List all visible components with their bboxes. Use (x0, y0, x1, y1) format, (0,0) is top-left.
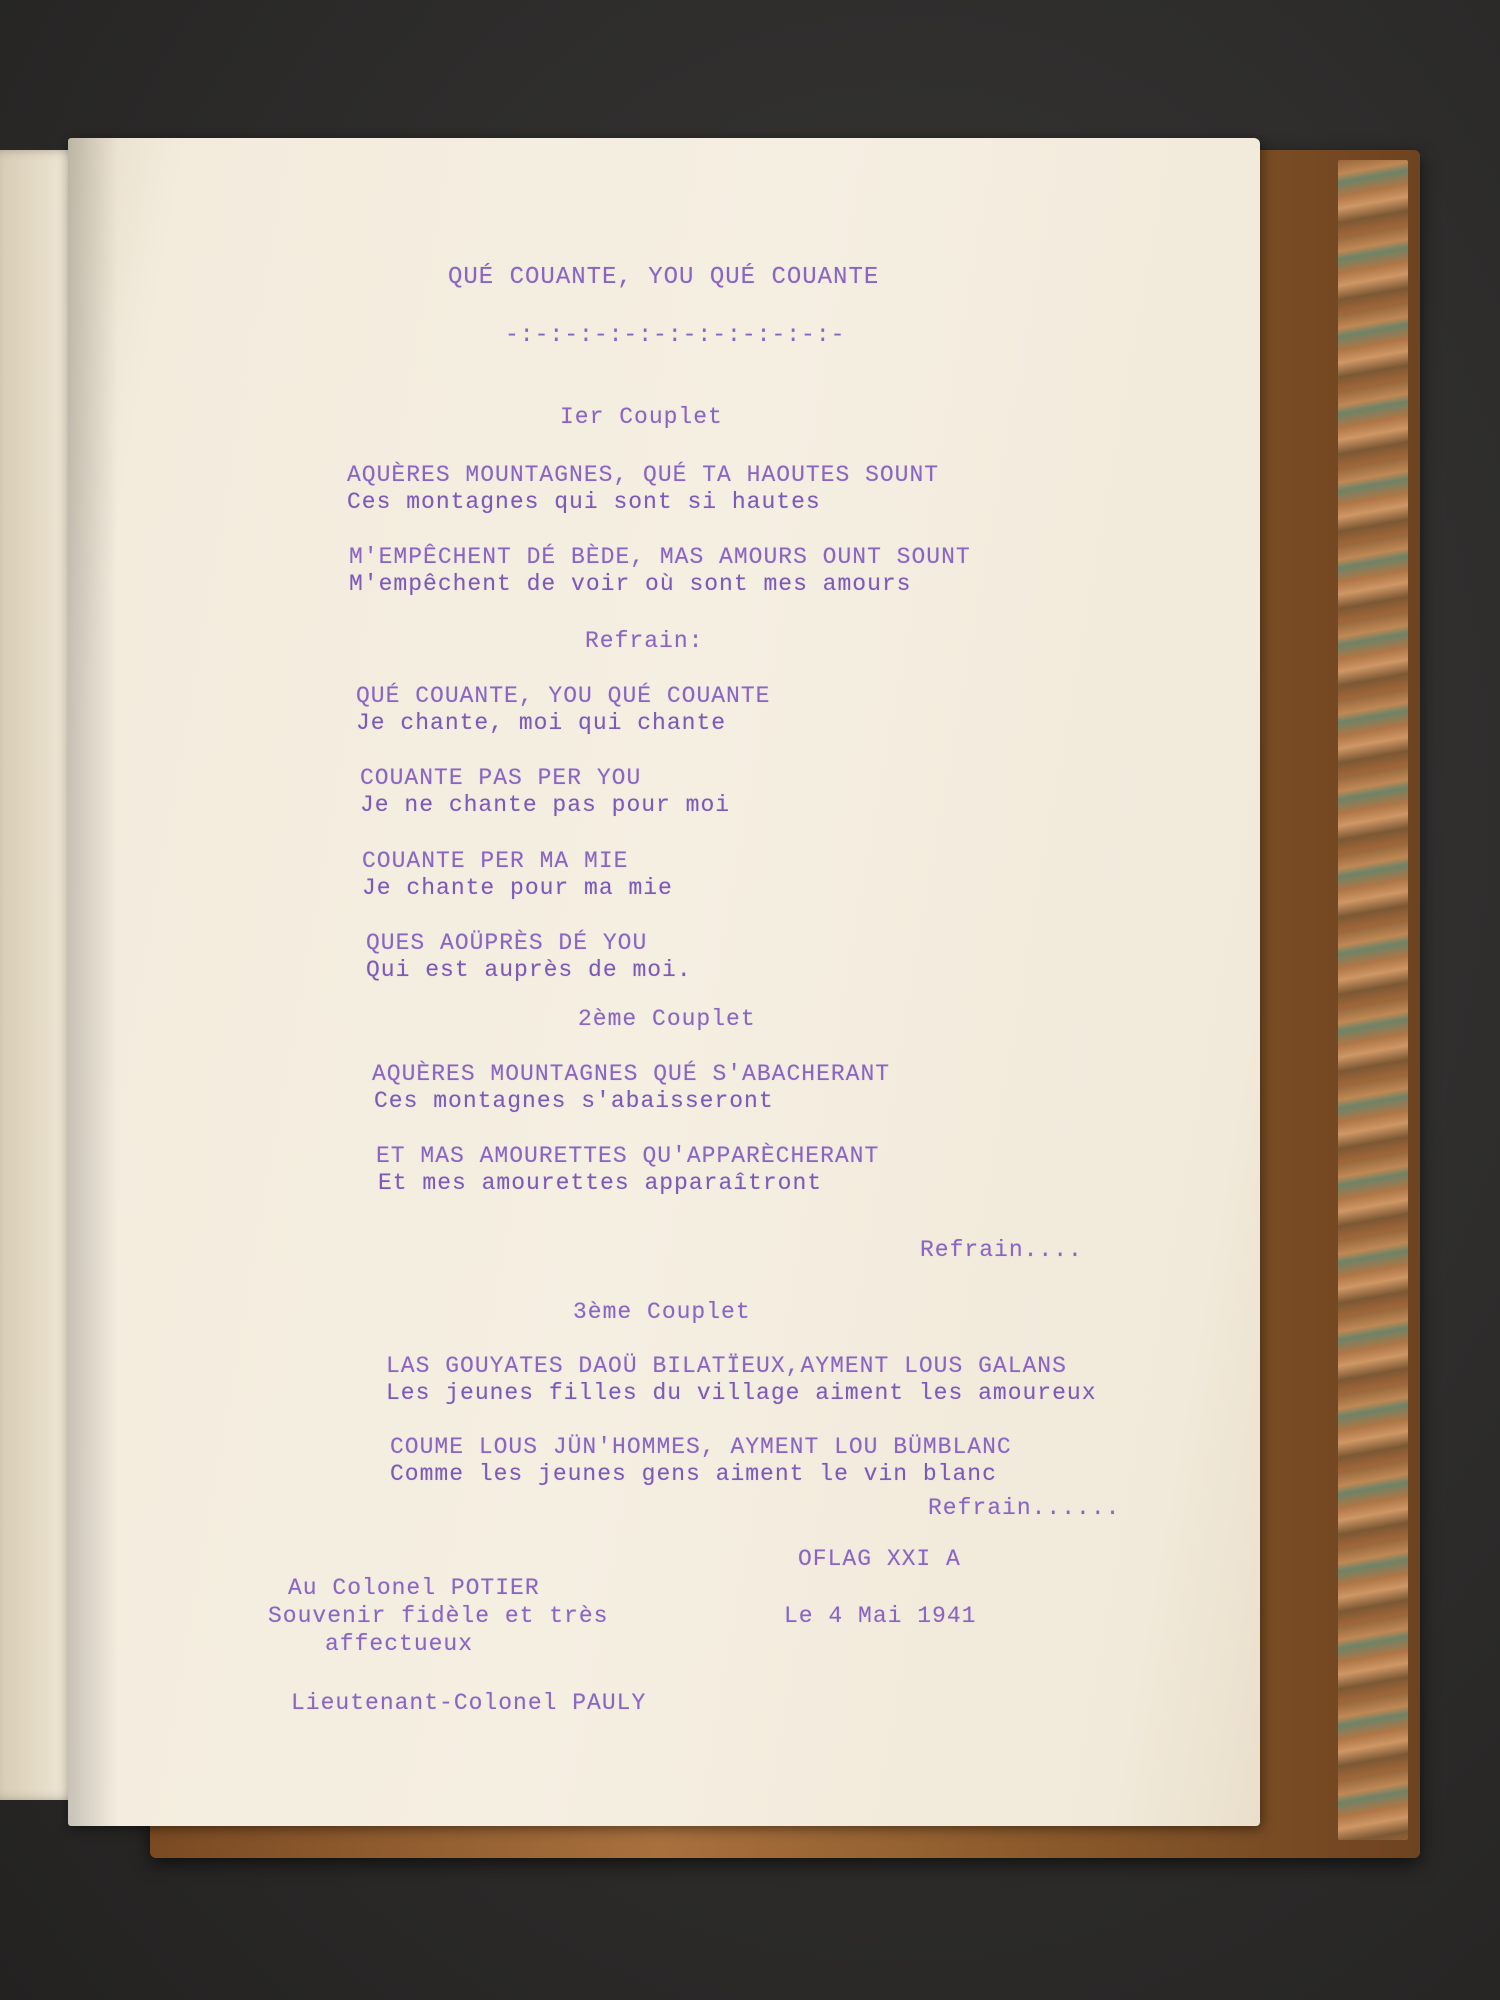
refrain-line-3: COUANTE PER MA MIE (362, 848, 629, 874)
refrain-translation-2: Je ne chante pas pour moi (360, 792, 731, 818)
couplet-1-line-1: AQUÈRES MOUNTAGNES, QUÉ TA HAOUTES SOUNT (347, 462, 940, 488)
couplet-2-translation-2: Et mes amourettes apparaîtront (378, 1170, 823, 1196)
date-line: Le 4 Mai 1941 (784, 1603, 977, 1629)
couplet-2-heading: 2ème Couplet (578, 1006, 756, 1032)
couplet-2-line-2: ET MAS AMOURETTES QU'APPARÈCHERANT (376, 1143, 880, 1169)
refrain-translation-3: Je chante pour ma mie (362, 875, 673, 901)
page-gutter-shadow (68, 138, 118, 1826)
couplet-3-refrain-ref: Refrain...... (928, 1495, 1121, 1521)
couplet-3-line-1: LAS GOUYATES DAOÜ BILATÏEUX,AYMENT LOUS GALANS (386, 1353, 1067, 1379)
couplet-3-heading: 3ème Couplet (573, 1299, 751, 1325)
couplet-1-translation-2: M'empêchent de voir où sont mes amours (349, 571, 912, 597)
refrain-line-2: COUANTE PAS PER YOU (360, 765, 642, 791)
refrain-translation-4: Qui est auprès de moi. (366, 957, 692, 983)
title-divider: -:-:-:-:-:-:-:-:-:-:-:- (505, 322, 846, 348)
dedication-line-2: Souvenir fidèle et très (268, 1603, 609, 1629)
couplet-2-line-1: AQUÈRES MOUNTAGNES QUÉ S'ABACHERANT (372, 1061, 891, 1087)
place-line: OFLAG XXI A (798, 1546, 961, 1572)
dedication-line-1: Au Colonel POTIER (288, 1575, 540, 1601)
couplet-1-line-2: M'EMPÊCHENT DÉ BÈDE, MAS AMOURS OUNT SOUNT (349, 544, 971, 570)
couplet-1-translation-1: Ces montagnes qui sont si hautes (347, 489, 821, 515)
couplet-3-translation-1: Les jeunes filles du village aiment les amoureux (386, 1380, 1097, 1406)
dedication-line-3: affectueux (325, 1631, 474, 1657)
song-title: QUÉ COUANTE, YOU QUÉ COUANTE (448, 264, 880, 291)
couplet-3-translation-2: Comme les jeunes gens aiment le vin blanc (390, 1461, 997, 1487)
couplet-2-translation-1: Ces montagnes s'abaisseront (374, 1088, 774, 1114)
refrain-translation-1: Je chante, moi qui chante (356, 710, 727, 736)
refrain-line-1: QUÉ COUANTE, YOU QUÉ COUANTE (356, 683, 771, 709)
refrain-line-4: QUES AOÜPRÈS DÉ YOU (366, 930, 648, 956)
dedication-signature: Lieutenant-Colonel PAULY (291, 1690, 647, 1716)
refrain-heading: Refrain: (585, 628, 704, 654)
marbled-endpaper (1338, 160, 1408, 1840)
couplet-3-line-2: COUME LOUS JÜN'HOMMES, AYMENT LOU BÜMBLANC (390, 1434, 1012, 1460)
couplet-2-refrain-ref: Refrain.... (920, 1237, 1083, 1263)
couplet-1-heading: Ier Couplet (560, 404, 723, 430)
